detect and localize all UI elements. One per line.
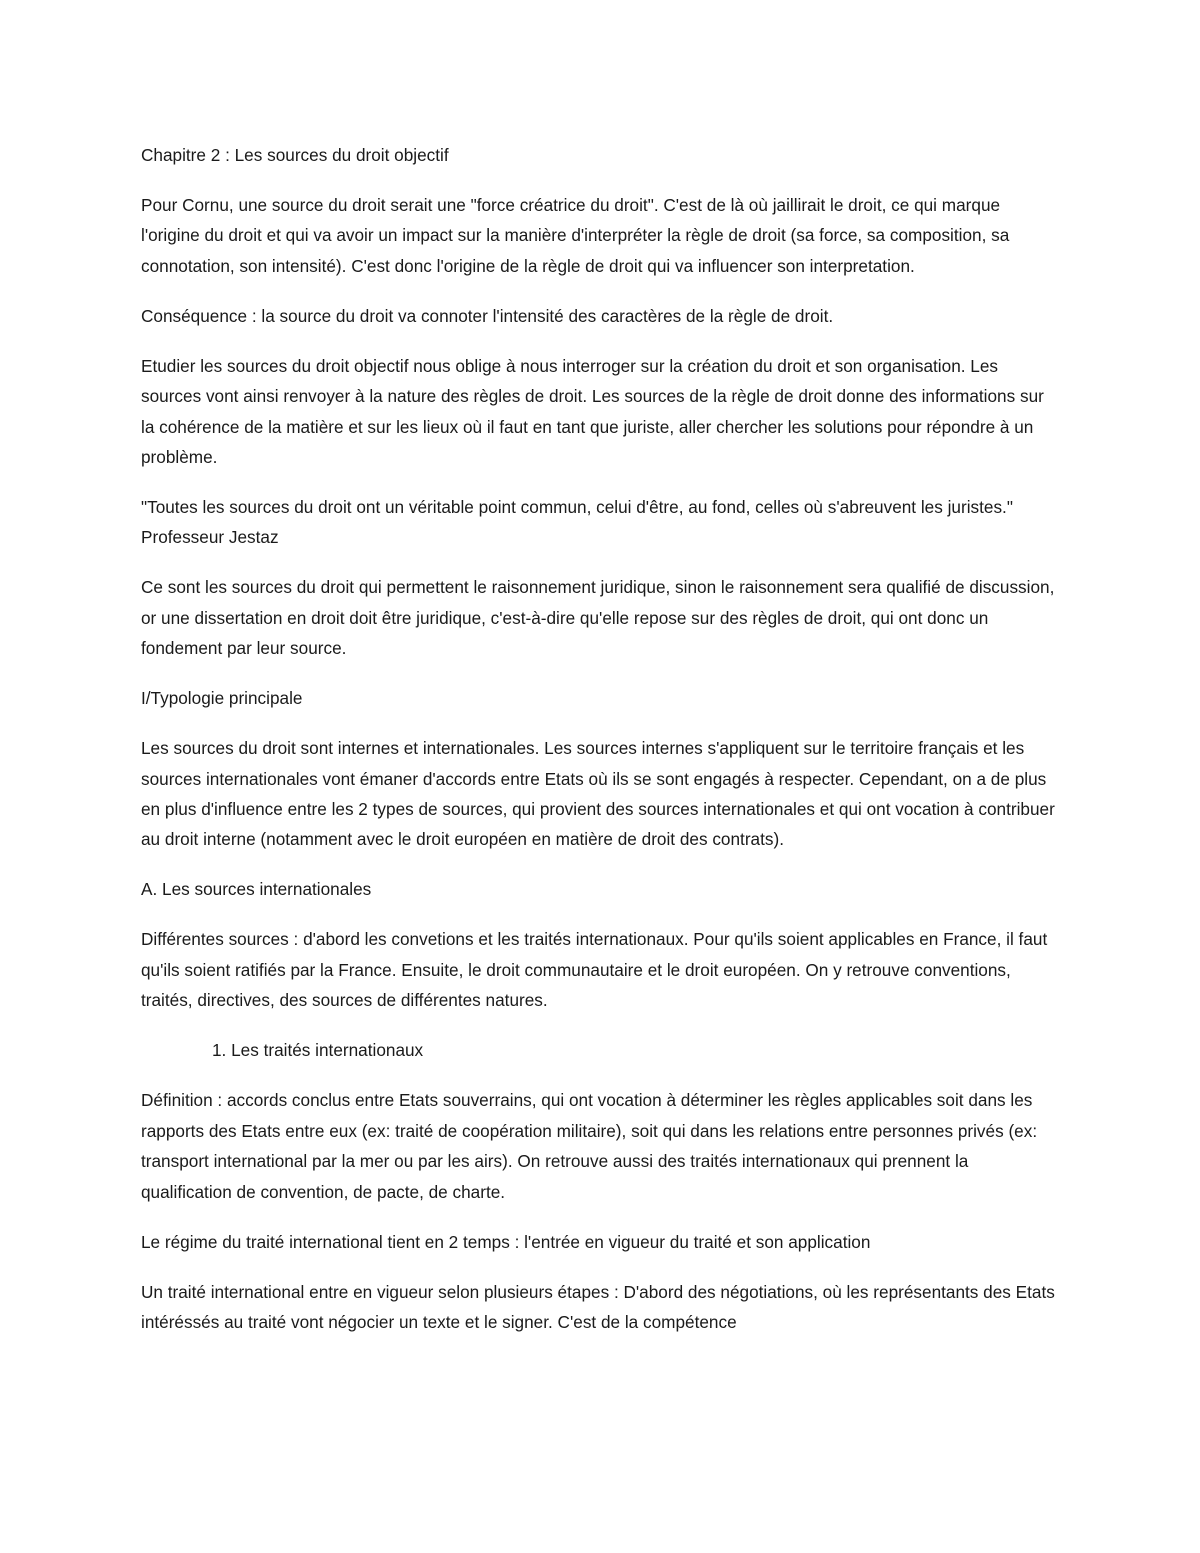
chapter-title: Chapitre 2 : Les sources du droit objectif [141, 145, 449, 165]
subsection-heading-sources-internationales: A. Les sources internationales [141, 879, 372, 900]
paragraph-entree-en-vigueur: Un traité international entre en vigueur selon plusieurs étapes : D'abord des négotiations, où les représentants des Etats intéréssés au traité vont négocier un texte et le signer. C'est de la compétence [141, 1281, 1055, 1332]
paragraph-regime-traite: Le régime du traité international tient en 2 temps : l'entrée en vigueur du traité et son application [141, 1231, 871, 1252]
paragraph-internes-internationales: Les sources du droit sont internes et internationales. Les sources internes s'appliquent sur le territoire français et les sources internationales vont émaner d'accords entre Etats où ils se sont engagés à respecter. Cependant, on a de plus en plus d'influence entre les 2 types de sources, qui provient des sources internationales et qui ont vocation à contribuer au droit interne (notamment avec le droit européen en matière de droit des contrats). [141, 738, 1055, 850]
paragraph-raisonnement-juridique: Ce sont les sources du droit qui permettent le raisonnement juridique, sinon le raisonnement sera qualifié de discussion, or une dissertation en droit doit être juridique, c'est-à-dire qu'elle repose sur des règles de droit, qui ont donc un fondement par leur source. [141, 577, 1055, 659]
section-heading-typologie: I/Typologie principale [141, 688, 303, 709]
list-heading-traites: 1. Les traités internationaux [212, 1040, 424, 1061]
paragraph-consequence: Conséquence : la source du droit va connoter l'intensité des caractères de la règle de droit. [141, 305, 834, 326]
paragraph-definition-traites: Définition : accords conclus entre Etats souverrains, qui ont vocation à déterminer les règles applicables soit dans les rapports des Etats entre eux (ex: traité de coopération militaire), soit qui dans les relations entre personnes privés (ex: transport international par la mer ou par les airs). On retrouve aussi des traités internationaux qui prennent la qualification de convention, de pacte, de charte. [141, 1090, 1038, 1202]
quote-jestaz: "Toutes les sources du droit ont un véritable point commun, celui d'être, au fond, celles où s'abreuvent les juristes." Professeur Jestaz [141, 497, 1013, 548]
paragraph-cornu-definition: Pour Cornu, une source du droit serait une "force créatrice du droit". C'est de là où jaillirait le droit, ce qui marque l'origine du droit et qui va avoir un impact sur la manière d'interpréter la règle de droit (sa force, sa composition, sa connotation, son intensité). C'est donc l'origine de la règle de droit qui va influencer son interpretation. [141, 195, 1010, 276]
paragraph-differentes-sources: Différentes sources : d'abord les convetions et les traités internationaux. Pour qu'ils soient applicables en France, il faut qu'ils soient ratifiés par la France. Ensuite, le droit communautaire et le droit européen. On y retrouve conventions, traités, directives, des sources de différentes natures. [141, 929, 1048, 1011]
paragraph-etudier-sources: Etudier les sources du droit objectif nous oblige à nous interroger sur la création du droit et son organisation. Les sources vont ainsi renvoyer à la nature des règles de droit. Les sources de la règle de droit donne des informations sur la cohérence de la matière et sur les lieux où il faut en tant que juriste, aller chercher les solutions pour répondre à un problème. [141, 355, 1044, 468]
